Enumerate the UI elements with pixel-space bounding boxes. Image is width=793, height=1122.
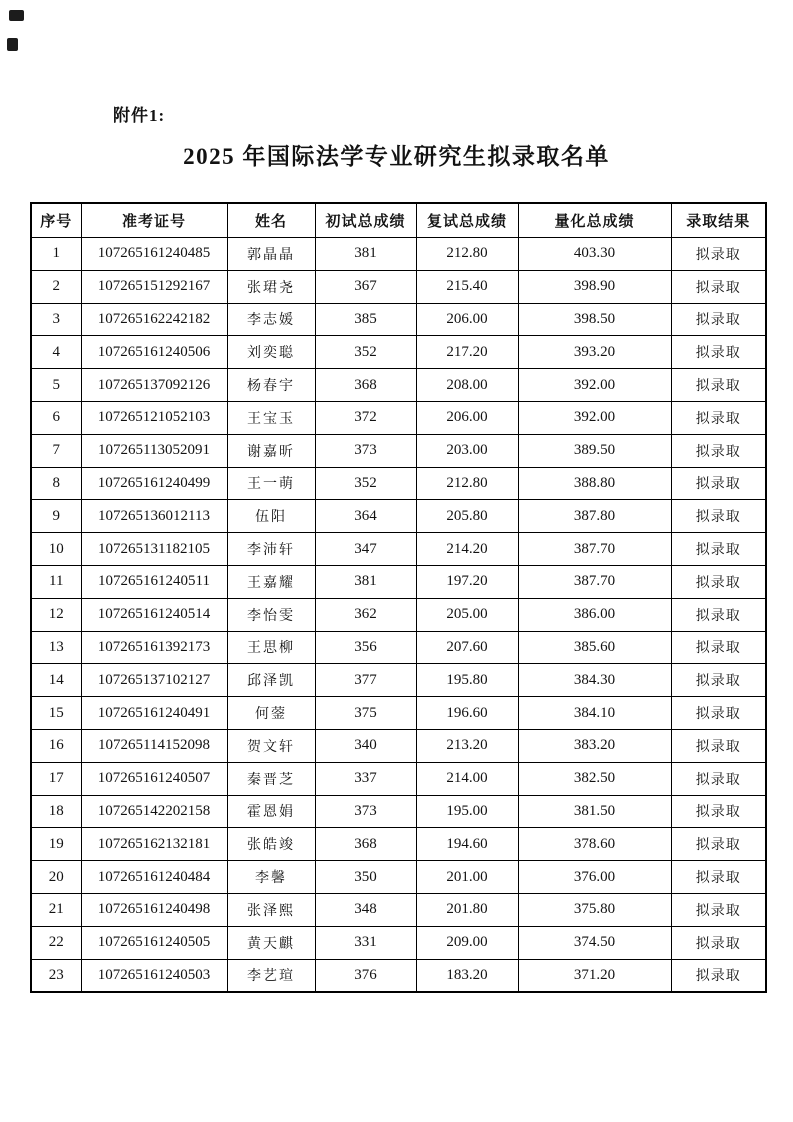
table-cell-id: 107265161240511: [81, 565, 227, 598]
table-row: [31, 270, 766, 303]
table-cell-quantified-score: 392.00: [518, 401, 671, 434]
table-cell-index: 15: [31, 697, 81, 730]
table-row: [31, 959, 766, 992]
table-cell-quantified-score: 388.80: [518, 467, 671, 500]
table-cell-retest-score: 201.80: [416, 893, 518, 926]
table-cell-index: 16: [31, 729, 81, 762]
table-cell-index: 12: [31, 598, 81, 631]
table-cell-index: 6: [31, 401, 81, 434]
table-cell-id: 107265161240506: [81, 336, 227, 369]
table-cell-quantified-score: 384.30: [518, 664, 671, 697]
table-cell-name: 张珺尧: [227, 270, 315, 303]
table-cell-id: 107265121052103: [81, 401, 227, 434]
table-cell-index: 19: [31, 828, 81, 861]
table-cell-id: 107265161240514: [81, 598, 227, 631]
table-cell-quantified-score: 381.50: [518, 795, 671, 828]
table-cell-retest-score: 213.20: [416, 729, 518, 762]
column-header-name: 姓名: [227, 203, 315, 238]
table-cell-result: 拟录取: [671, 631, 766, 664]
table-row: [31, 861, 766, 894]
table-cell-result: 拟录取: [671, 926, 766, 959]
column-header-id: 准考证号: [81, 203, 227, 238]
table-cell-retest-score: 195.80: [416, 664, 518, 697]
table-cell-id: 107265162132181: [81, 828, 227, 861]
table-cell-retest-score: 212.80: [416, 238, 518, 271]
table-cell-result: 拟录取: [671, 500, 766, 533]
table-cell-name: 王思柳: [227, 631, 315, 664]
table-cell-result: 拟录取: [671, 959, 766, 992]
table-cell-initial-score: 362: [315, 598, 416, 631]
table-cell-name: 李怡雯: [227, 598, 315, 631]
table-cell-initial-score: 372: [315, 401, 416, 434]
table-cell-name: 黄天麒: [227, 926, 315, 959]
table-cell-id: 107265137102127: [81, 664, 227, 697]
table-cell-id: 107265161240503: [81, 959, 227, 992]
table-cell-initial-score: 350: [315, 861, 416, 894]
table-cell-quantified-score: 385.60: [518, 631, 671, 664]
table-cell-initial-score: 356: [315, 631, 416, 664]
table-row: [31, 238, 766, 271]
table-cell-index: 9: [31, 500, 81, 533]
table-row: [31, 533, 766, 566]
table-cell-initial-score: 347: [315, 533, 416, 566]
table-cell-id: 107265161240499: [81, 467, 227, 500]
table-cell-retest-score: 208.00: [416, 369, 518, 402]
table-cell-quantified-score: 398.90: [518, 270, 671, 303]
column-header-result: 录取结果: [671, 203, 766, 238]
table-row: [31, 795, 766, 828]
table-cell-retest-score: 209.00: [416, 926, 518, 959]
column-header-retest-score: 复试总成绩: [416, 203, 518, 238]
table-cell-quantified-score: 382.50: [518, 762, 671, 795]
table-cell-initial-score: 340: [315, 729, 416, 762]
table-header-row: [31, 203, 766, 238]
table-row: [31, 762, 766, 795]
table-cell-result: 拟录取: [671, 565, 766, 598]
table-cell-retest-score: 215.40: [416, 270, 518, 303]
table-cell-index: 7: [31, 434, 81, 467]
scan-artifact-icon: [9, 10, 24, 21]
table-cell-initial-score: 348: [315, 893, 416, 926]
table-cell-initial-score: 376: [315, 959, 416, 992]
table-cell-quantified-score: 387.70: [518, 565, 671, 598]
table-cell-index: 2: [31, 270, 81, 303]
table-cell-initial-score: 375: [315, 697, 416, 730]
table-cell-id: 107265161392173: [81, 631, 227, 664]
table-cell-id: 107265151292167: [81, 270, 227, 303]
table-cell-quantified-score: 392.00: [518, 369, 671, 402]
table-cell-quantified-score: 398.50: [518, 303, 671, 336]
table-cell-initial-score: 373: [315, 434, 416, 467]
table-cell-name: 郭晶晶: [227, 238, 315, 271]
table-cell-id: 107265161240485: [81, 238, 227, 271]
table-cell-index: 5: [31, 369, 81, 402]
table-cell-initial-score: 373: [315, 795, 416, 828]
table-cell-result: 拟录取: [671, 533, 766, 566]
table-cell-initial-score: 368: [315, 828, 416, 861]
table-cell-result: 拟录取: [671, 336, 766, 369]
table-cell-result: 拟录取: [671, 467, 766, 500]
table-cell-index: 20: [31, 861, 81, 894]
table-cell-initial-score: 377: [315, 664, 416, 697]
table-row: [31, 926, 766, 959]
table-cell-retest-score: 214.00: [416, 762, 518, 795]
table-cell-index: 22: [31, 926, 81, 959]
table-cell-retest-score: 205.00: [416, 598, 518, 631]
table-cell-id: 107265142202158: [81, 795, 227, 828]
table-cell-index: 23: [31, 959, 81, 992]
page-title: 2025 年国际法学专业研究生拟录取名单: [183, 144, 610, 169]
table-row: [31, 828, 766, 861]
table-cell-result: 拟录取: [671, 861, 766, 894]
table-cell-id: 107265161240491: [81, 697, 227, 730]
table-cell-initial-score: 385: [315, 303, 416, 336]
table-cell-result: 拟录取: [671, 270, 766, 303]
table-cell-name: 霍恩娟: [227, 795, 315, 828]
table-cell-id: 107265161240505: [81, 926, 227, 959]
table-cell-name: 刘奕聪: [227, 336, 315, 369]
table-cell-name: 王嘉耀: [227, 565, 315, 598]
table-cell-name: 谢嘉昕: [227, 434, 315, 467]
table-row: [31, 303, 766, 336]
table-cell-index: 21: [31, 893, 81, 926]
table-cell-id: 107265136012113: [81, 500, 227, 533]
table-cell-retest-score: 203.00: [416, 434, 518, 467]
table-cell-result: 拟录取: [671, 598, 766, 631]
table-cell-name: 李沛轩: [227, 533, 315, 566]
table-cell-quantified-score: 378.60: [518, 828, 671, 861]
table-cell-id: 107265161240507: [81, 762, 227, 795]
table-cell-name: 贺文轩: [227, 729, 315, 762]
table-cell-retest-score: 194.60: [416, 828, 518, 861]
table-cell-result: 拟录取: [671, 238, 766, 271]
column-header-initial-score: 初试总成绩: [315, 203, 416, 238]
table-cell-name: 李志媛: [227, 303, 315, 336]
table-cell-result: 拟录取: [671, 697, 766, 730]
table-cell-retest-score: 206.00: [416, 303, 518, 336]
table-cell-quantified-score: 384.10: [518, 697, 671, 730]
table-cell-name: 何蓥: [227, 697, 315, 730]
table-cell-index: 8: [31, 467, 81, 500]
table-cell-name: 秦晋芝: [227, 762, 315, 795]
table-row: [31, 336, 766, 369]
table-row: [31, 729, 766, 762]
column-header-index: 序号: [31, 203, 81, 238]
table-cell-result: 拟录取: [671, 729, 766, 762]
table-cell-index: 4: [31, 336, 81, 369]
table-body: [31, 238, 766, 993]
table-cell-name: 邱泽凯: [227, 664, 315, 697]
table-cell-name: 张皓竣: [227, 828, 315, 861]
table-row: [31, 893, 766, 926]
table-cell-result: 拟录取: [671, 893, 766, 926]
table-cell-id: 107265137092126: [81, 369, 227, 402]
table-row: [31, 401, 766, 434]
table-cell-retest-score: 206.00: [416, 401, 518, 434]
table-row: [31, 434, 766, 467]
table-cell-retest-score: 207.60: [416, 631, 518, 664]
attachment-label: 附件1:: [113, 106, 166, 125]
table-row: [31, 697, 766, 730]
table-cell-quantified-score: 393.20: [518, 336, 671, 369]
table-cell-result: 拟录取: [671, 434, 766, 467]
table-cell-index: 14: [31, 664, 81, 697]
table-row: [31, 631, 766, 664]
table-row: [31, 565, 766, 598]
table-row: [31, 598, 766, 631]
table-cell-quantified-score: 371.20: [518, 959, 671, 992]
admission-table: [30, 202, 767, 993]
table-cell-result: 拟录取: [671, 369, 766, 402]
table-cell-retest-score: 212.80: [416, 467, 518, 500]
table-cell-retest-score: 183.20: [416, 959, 518, 992]
column-header-quantified-score: 量化总成绩: [518, 203, 671, 238]
table-cell-result: 拟录取: [671, 795, 766, 828]
table-row: [31, 467, 766, 500]
table-cell-id: 107265162242182: [81, 303, 227, 336]
table-cell-result: 拟录取: [671, 401, 766, 434]
table-cell-retest-score: 214.20: [416, 533, 518, 566]
table-cell-result: 拟录取: [671, 664, 766, 697]
table-cell-id: 107265114152098: [81, 729, 227, 762]
table-cell-quantified-score: 374.50: [518, 926, 671, 959]
table-row: [31, 369, 766, 402]
table-cell-name: 李艺瑄: [227, 959, 315, 992]
table-cell-initial-score: 331: [315, 926, 416, 959]
table-cell-result: 拟录取: [671, 303, 766, 336]
table-cell-id: 107265131182105: [81, 533, 227, 566]
table-cell-index: 10: [31, 533, 81, 566]
table-cell-initial-score: 381: [315, 565, 416, 598]
table-row: [31, 664, 766, 697]
table-cell-initial-score: 367: [315, 270, 416, 303]
table-cell-result: 拟录取: [671, 828, 766, 861]
table-cell-id: 107265161240498: [81, 893, 227, 926]
table-cell-quantified-score: 403.30: [518, 238, 671, 271]
table-cell-retest-score: 217.20: [416, 336, 518, 369]
table-cell-index: 13: [31, 631, 81, 664]
table-row: [31, 500, 766, 533]
table-cell-initial-score: 337: [315, 762, 416, 795]
table-cell-initial-score: 381: [315, 238, 416, 271]
table-cell-retest-score: 197.20: [416, 565, 518, 598]
table-cell-quantified-score: 376.00: [518, 861, 671, 894]
table-cell-retest-score: 196.60: [416, 697, 518, 730]
table-cell-quantified-score: 387.80: [518, 500, 671, 533]
table-cell-index: 17: [31, 762, 81, 795]
table-cell-retest-score: 201.00: [416, 861, 518, 894]
table-cell-retest-score: 195.00: [416, 795, 518, 828]
table-cell-initial-score: 352: [315, 467, 416, 500]
table-cell-name: 张泽熙: [227, 893, 315, 926]
table-cell-initial-score: 352: [315, 336, 416, 369]
table-cell-index: 3: [31, 303, 81, 336]
table-cell-name: 伍阳: [227, 500, 315, 533]
scan-artifact-icon: [7, 38, 18, 51]
table-cell-name: 王一萌: [227, 467, 315, 500]
table-cell-initial-score: 368: [315, 369, 416, 402]
table-cell-index: 18: [31, 795, 81, 828]
table-cell-quantified-score: 389.50: [518, 434, 671, 467]
table-cell-quantified-score: 383.20: [518, 729, 671, 762]
table-cell-name: 杨春宇: [227, 369, 315, 402]
table-cell-quantified-score: 387.70: [518, 533, 671, 566]
table-cell-id: 107265161240484: [81, 861, 227, 894]
table-cell-id: 107265113052091: [81, 434, 227, 467]
table-cell-name: 李馨: [227, 861, 315, 894]
table-cell-index: 11: [31, 565, 81, 598]
table-cell-retest-score: 205.80: [416, 500, 518, 533]
table-cell-initial-score: 364: [315, 500, 416, 533]
table-cell-name: 王宝玉: [227, 401, 315, 434]
table-cell-quantified-score: 386.00: [518, 598, 671, 631]
table-cell-index: 1: [31, 238, 81, 271]
table-cell-result: 拟录取: [671, 762, 766, 795]
table-cell-quantified-score: 375.80: [518, 893, 671, 926]
